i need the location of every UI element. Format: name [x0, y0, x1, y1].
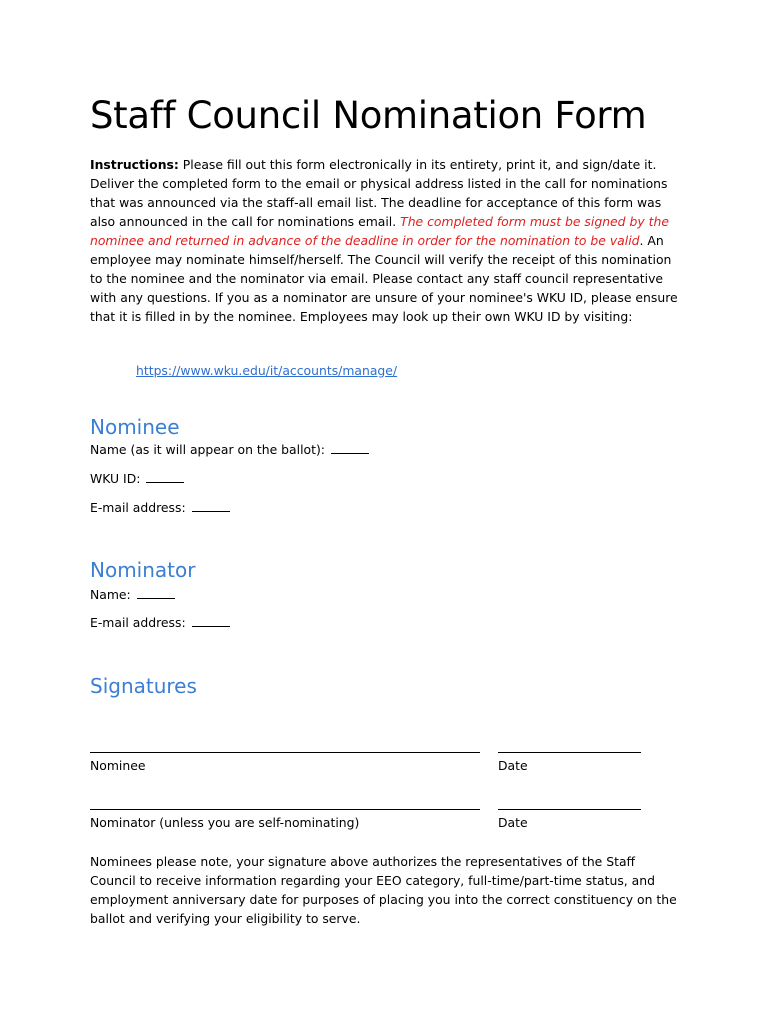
nominee-signature-line[interactable] [90, 752, 480, 753]
nominator-name-field[interactable] [90, 586, 175, 602]
nominator-date-label: Date [498, 815, 528, 830]
nominee-date-label: Date [498, 758, 528, 773]
nominee-id-field[interactable] [90, 470, 184, 486]
nominee-email-blank[interactable] [192, 499, 230, 512]
wku-accounts-link[interactable]: https://www.wku.edu/it/accounts/manage/ [136, 363, 398, 378]
nominator-name-blank[interactable] [137, 586, 175, 599]
nominator-name-label: Name: [90, 587, 131, 602]
nominator-email-label: E-mail address: [90, 615, 186, 630]
instructions-paragraph [90, 155, 680, 326]
nominee-heading: Nominee [90, 415, 180, 439]
nominee-id-blank[interactable] [146, 470, 184, 483]
nominee-note-paragraph: Nominees please note, your signature above authorizes the representatives of the Staff Council to receive information regarding your EEO category, full-time/part-time status, and employment anniversary date for purposes of placing you into the correct constituency on the ballot and verifying your eligibility to serve. [90, 854, 677, 926]
nominator-signature-line[interactable] [90, 809, 480, 810]
nominee-name-blank[interactable] [331, 441, 369, 454]
nominee-id-label: WKU ID: [90, 471, 141, 486]
nominee-name-field[interactable] [90, 441, 369, 457]
instructions-text-part1: Please fill out this form electronically in its entirety, print it, and sign/date it. Deliver the completed form to the email or physical address listed in the call for nominations that was announced via the staff-all email list. The deadline for acceptance of this form was also announced in the call for nominations email. [90, 157, 668, 229]
nominee-email-label: E-mail address: [90, 500, 186, 515]
nominator-date-line[interactable] [498, 809, 641, 810]
nominee-name-label: Name (as it will appear on the ballot): [90, 442, 325, 457]
nominator-email-blank[interactable] [192, 614, 230, 627]
page-title: Staff Council Nomination Form [90, 94, 647, 137]
nominee-date-line[interactable] [498, 752, 641, 753]
nominator-signature-label: Nominator (unless you are self-nominating) [90, 815, 360, 830]
nominee-signature-label: Nominee [90, 758, 146, 773]
instructions-text-part2: . An employee may nominate himself/herself. The Council will verify the receipt of this nomination to the nominee and the nominator via email. Please contact any staff council representative with any questions. If you as a nominator are unsure of your nominee's WKU ID, please ensure that it is filled in by the nominee. Employees may look up their own WKU ID by visiting: [90, 233, 678, 324]
nominator-email-field[interactable] [90, 614, 230, 630]
instructions-label: Instructions: [90, 157, 179, 172]
nominee-email-field[interactable] [90, 499, 230, 515]
signatures-heading: Signatures [90, 674, 197, 698]
instructions-red-warning: The completed form must be signed by the nominee and returned in advance of the deadline in order for the nomination to be valid [90, 214, 669, 248]
nominator-heading: Nominator [90, 558, 196, 582]
